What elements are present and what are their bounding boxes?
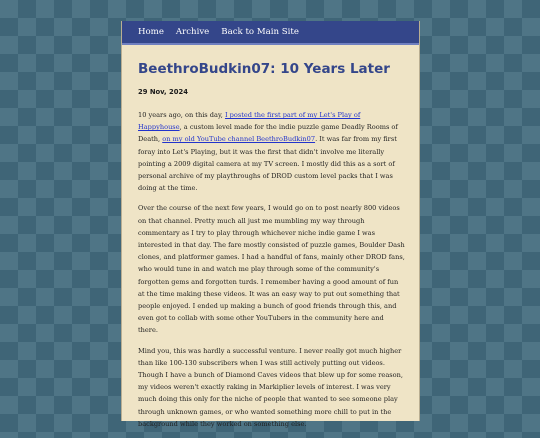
top-nav [122, 21, 419, 45]
paragraph-1 [138, 109, 405, 194]
post-content [138, 59, 405, 438]
post-title: BeethroBudkin07: 10 Years Later [138, 61, 390, 77]
paragraph-3: Mind you, this was hardly a successful venture. I never really got much higher than like 100-130 subscribers when I was still actively putting out videos. Though I have a bunch of Diamond Caves videos that blew up for some reason, my videos weren't exactly raking in Markiplier levels of interest. I was very much doing this only for the niche of people that wanted to see someone play through unknown games, or who wanted something more chill to put in the background while they worked on something else. [138, 346, 403, 428]
nav-main-site-link[interactable]: Back to Main Site [221, 27, 299, 37]
post-date: 29 Nov, 2024 [138, 88, 188, 96]
page-container [121, 21, 420, 428]
post-body [138, 109, 405, 430]
happyhouse-lets-play-link[interactable]: I posted the first part of my Let's Play of Happyhouse [138, 111, 361, 132]
youtube-channel-link[interactable]: on my old YouTube channel BeethroBudkin07 [162, 135, 316, 144]
nav-archive-link[interactable]: Archive [175, 27, 210, 37]
paragraph-1-text-c: . It was far from my first foray into Let's Playing, but it was the first that didn't involve me literally pointing a 2009 digital camera at my TV screen. I mostly did this as a sort of personal archive of my playthroughs of DROD custom level packs that I was doing at the time. [138, 135, 397, 193]
paragraph-1-text-b: , a custom level made for the indie puzzle game Deadly Rooms of Death, [138, 123, 398, 144]
nav-home-link[interactable]: Home [138, 27, 164, 37]
paragraph-1-text-a: 10 years ago, on this day, [138, 111, 225, 119]
paragraph-2: Over the course of the next few years, I would go on to post nearly 800 videos on that channel. Pretty much all just me mumbling my way through commentary as I try to play through whichever niche indie game I was interested in that day. The fare mostly consisted of puzzle games, Boulder Dash clones, and platformer games. I had a handful of fans, mainly other DROD fans, who would tune in and watch me play through some of the community's forgotten gems and forgotten turds. I remember having a good amount of fun at the time making these videos. It was an easy way to put out something that people enjoyed. I ended up making a bunch of good friends through this, and even got to collab with some other YouTubers in the community here and there. [138, 204, 405, 335]
